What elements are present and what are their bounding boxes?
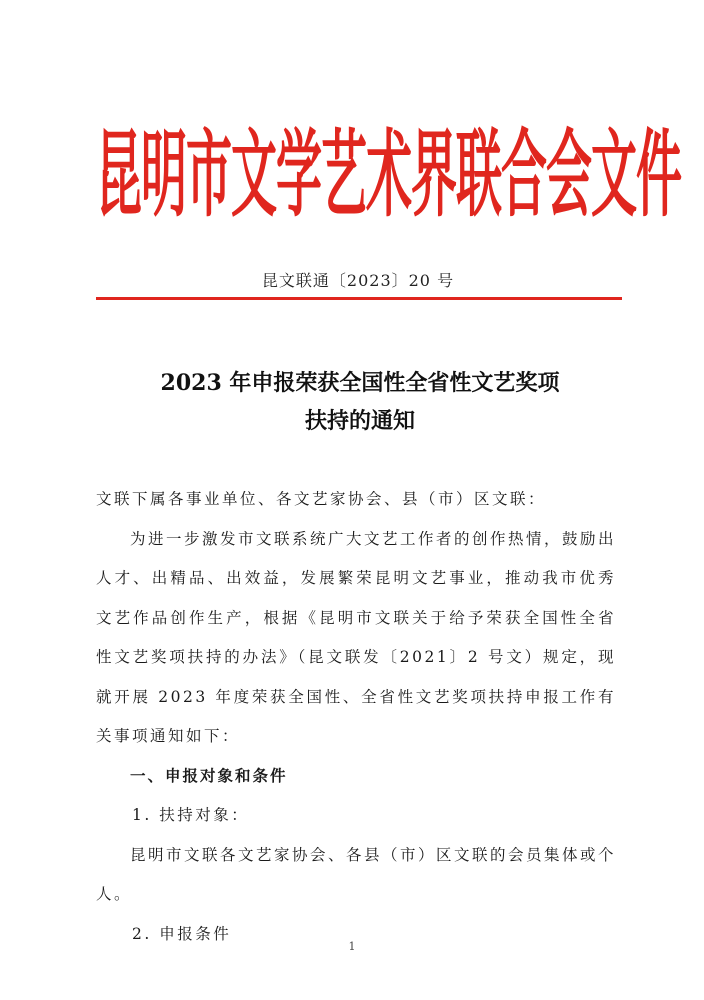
item-2-label: 2. 申报条件: [132, 924, 232, 943]
red-divider-line: [96, 297, 622, 300]
page-number: 1: [348, 940, 356, 953]
document-title: [60, 364, 660, 440]
section-heading-1: 一、申报对象和条件: [130, 766, 288, 785]
document-title-line-2: 扶持的通知: [304, 408, 415, 434]
intro-paragraph: 为进一步激发市文联系统广大文艺工作者的创作热情，鼓励出人才、出精品、出效益，发展繁荣昆明文艺事业，推动我市优秀文艺作品创作生产，根据《昆明市文联关于给予荣获全国性全省性文艺奖项扶持的办法》（昆文联发〔2021〕2 号文）规定，现就开展 2023 年度荣获全国性、全省性文艺奖项扶持申报工作有关事项通知如下：: [96, 529, 617, 745]
document-body: [96, 480, 616, 954]
masthead: [96, 118, 681, 230]
salutation: 文联下属各事业单位、各文艺家协会、县（市）区文联：: [96, 490, 547, 508]
document-title-line-1: 2023 年申报荣获全国性全省性文艺奖项: [160, 370, 560, 396]
document-number: 昆文联通〔2023〕20 号: [261, 271, 455, 290]
masthead-title: 昆明市文学艺术界联合会文件: [96, 118, 681, 230]
item-1-label: 1. 扶持对象：: [132, 806, 250, 824]
item-1-text: 昆明市文联各文艺家协会、各县（市）区文联的会员集体或个人。: [96, 845, 617, 903]
